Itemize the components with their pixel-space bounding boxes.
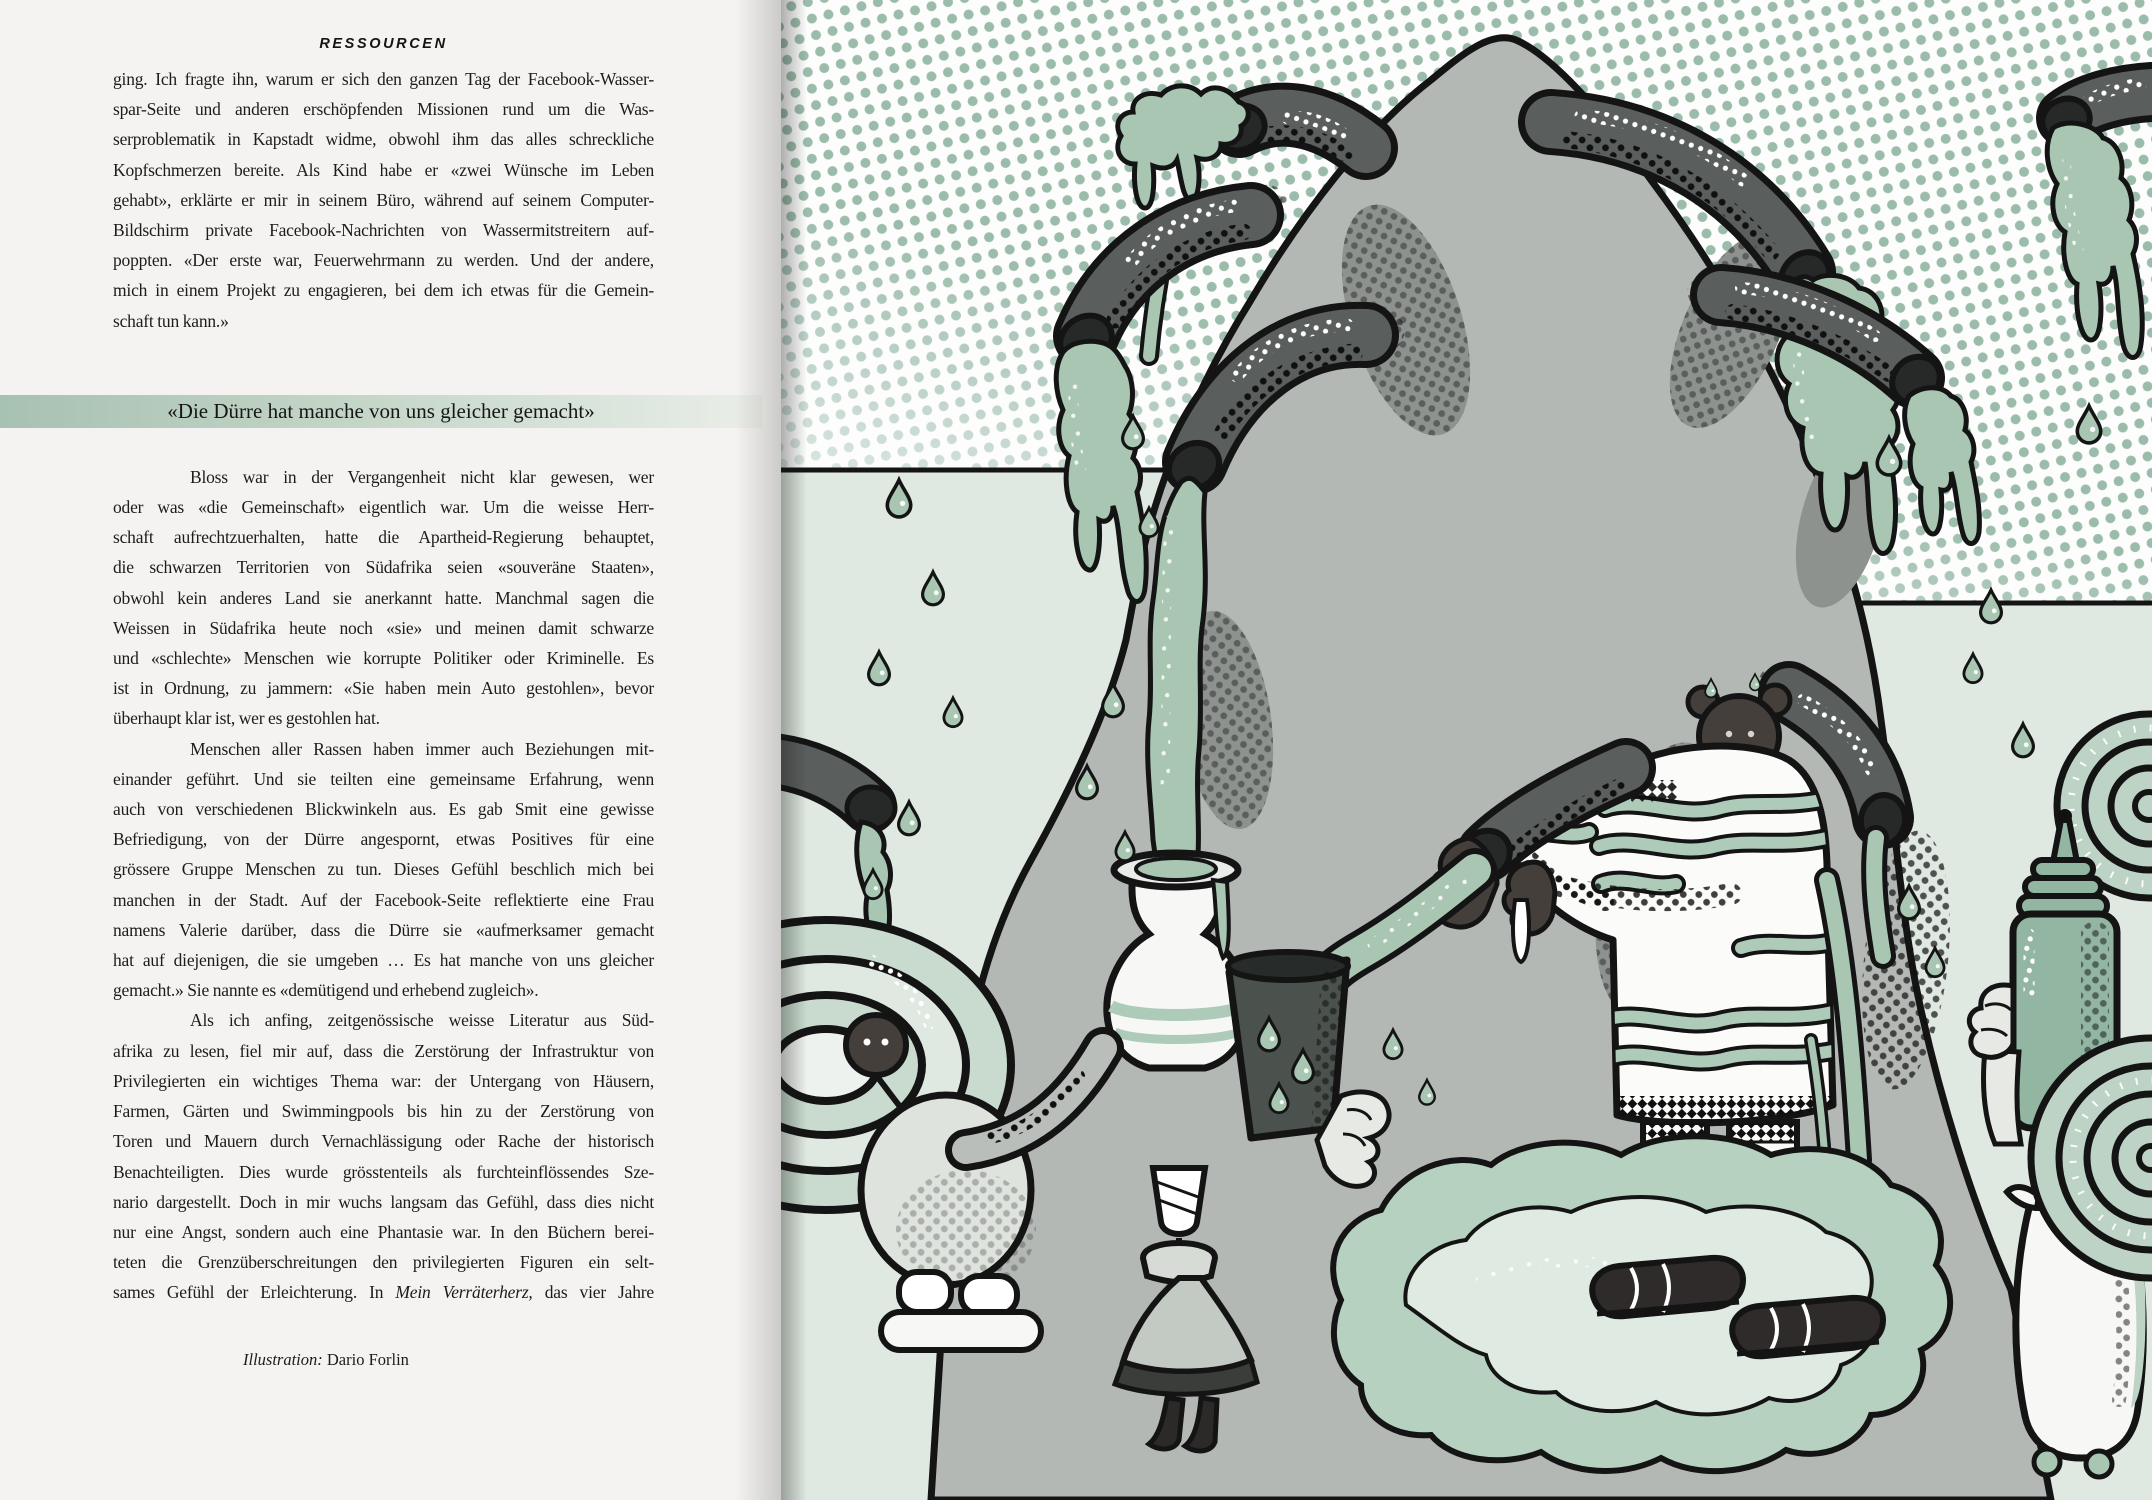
body-line: mich in einem Projekt zu engagieren, bei dem ich etwas für die Gemein- [113,280,654,301]
body-line: gemacht.» Sie nannte es «demütigend und erhebend zugleich». [113,980,539,1001]
caption-label: Illustration: [243,1350,323,1369]
pull-quote-text: «Die Dürre hat manche von uns gleicher gemacht» [167,399,595,423]
body-line: einander geführt. Und sie teilten eine gemeinsame Erfahrung, wenn [113,768,654,789]
body-line: Bildschirm private Facebook-Nachrichten von Wassermitstreitern auf- [113,220,654,241]
body-line: hat auf diejenigen, die sie umgeben … Es hat manche von uns gleicher [113,950,654,971]
body-line: gehabt», erklärte er mir in seinem Büro, während auf seinem Computer- [113,189,654,210]
body-line: Menschen aller Rassen haben immer auch Beziehungen mit- [190,738,654,759]
body-line: ist in Ordnung, zu jammern: «Sie haben mein Auto gestohlen», bevor [113,678,654,699]
body-line: Farmen, Gärten und Swimmingpools bis hin zu der Zerstörung von [113,1101,654,1122]
caption-name: Dario Forlin [326,1350,409,1369]
body-line: Bloss war in der Vergangenheit nicht klar gewesen, wer [190,466,654,487]
body-line: schaft tun kann.» [113,310,229,331]
body-line: teten die Grenzüberschreitungen den privilegierten Figuren ein selt- [113,1252,654,1273]
pull-quote-band [0,395,762,428]
body-line: manchen in der Stadt. Auf der Facebook-Seite reflektierte eine Frau [113,889,654,910]
gutter-shadow [781,0,807,1500]
body-line: namens Valerie darüber, dass die Dürre sie «aufmerksamer gemacht [113,919,654,940]
body-line: schaft aufrechtzuerhalten, hatte die Apartheid-Regierung behauptet, [113,527,654,548]
body-line: nario dargestellt. Doch in mir wuchs langsam das Gefühl, dass dies nicht [113,1191,654,1212]
body-line: sames Gefühl der Erleichterung. In Mein Verräterherz, das vier Jahre [113,1282,654,1303]
body-line: oder was «die Gemeinschaft» eigentlich war. Um die weisse Herr- [113,497,654,518]
body-line: überhaupt klar ist, wer es gestohlen hat. [113,708,380,729]
body-line: Toren und Mauern durch Vernachlässigung oder Rache der historisch [113,1131,654,1152]
left-page [0,0,781,1500]
paragraph [113,64,654,336]
paragraph [113,734,654,1006]
body-line: grössere Gruppe Menschen zu tun. Dieses Gefühl beschlich mich bei [113,859,654,880]
article-body [113,64,654,1308]
body-line: Privilegierten ein wichtiges Thema war: der Untergang von Häusern, [113,1070,654,1091]
body-line: nur eine Angst, sondern auch eine Phantasie war. In den Büchern berei- [113,1221,654,1242]
body-line: Kopfschmerzen bereite. Als Kind habe er «zwei Wünsche im Leben [113,159,654,180]
illustration-caption [243,1350,409,1370]
body-line: afrika zu lesen, fiel mir auf, dass die Zerstörung der Infrastruktur von [113,1040,654,1061]
paragraph [113,1005,654,1307]
body-line: Befriedigung, von der Dürre angespornt, etwas Positives für eine [113,829,654,850]
body-line: serproblematik in Kapstadt widme, obwohl ihm das alles schreckliche [113,129,654,150]
body-line: Benachteiligten. Dies wurde grösstenteils als furchteinflössendes Sze- [113,1161,654,1182]
creature-head [846,1015,906,1075]
running-head: RESSOURCEN [319,36,448,52]
body-line: spar-Seite und anderen erschöpfenden Missionen rund um die Was- [113,99,654,120]
body-line: ging. Ich fragte ihn, warum er sich den ganzen Tag der Facebook-Wasser- [113,69,654,89]
illustration [781,0,2152,1500]
bucket [1228,952,1348,1138]
body-line: poppten. «Der erste war, Feuerwehrmann zu werden. Und der andere, [113,250,654,271]
body-line: die schwarzen Territorien von Südafrika seien «souveräne Staaten», [113,557,654,578]
body-line: obwohl kein anderes Land sie anerkannt hatte. Manchmal sagen die [113,587,654,608]
body-line: auch von verschiedenen Blickwinkeln aus. Es gab Smit eine gewisse [113,799,654,820]
body-line: Weissen in Südafrika heute noch «sie» und meinen damit schwarze [113,617,654,638]
paragraph [113,462,654,734]
body-line: Als ich anfing, zeitgenössische weisse Literatur aus Süd- [190,1010,654,1031]
white-drip [1513,900,1529,962]
body-line: und «schlechte» Menschen wie korrupte Politiker oder Kriminelle. Es [113,648,654,669]
